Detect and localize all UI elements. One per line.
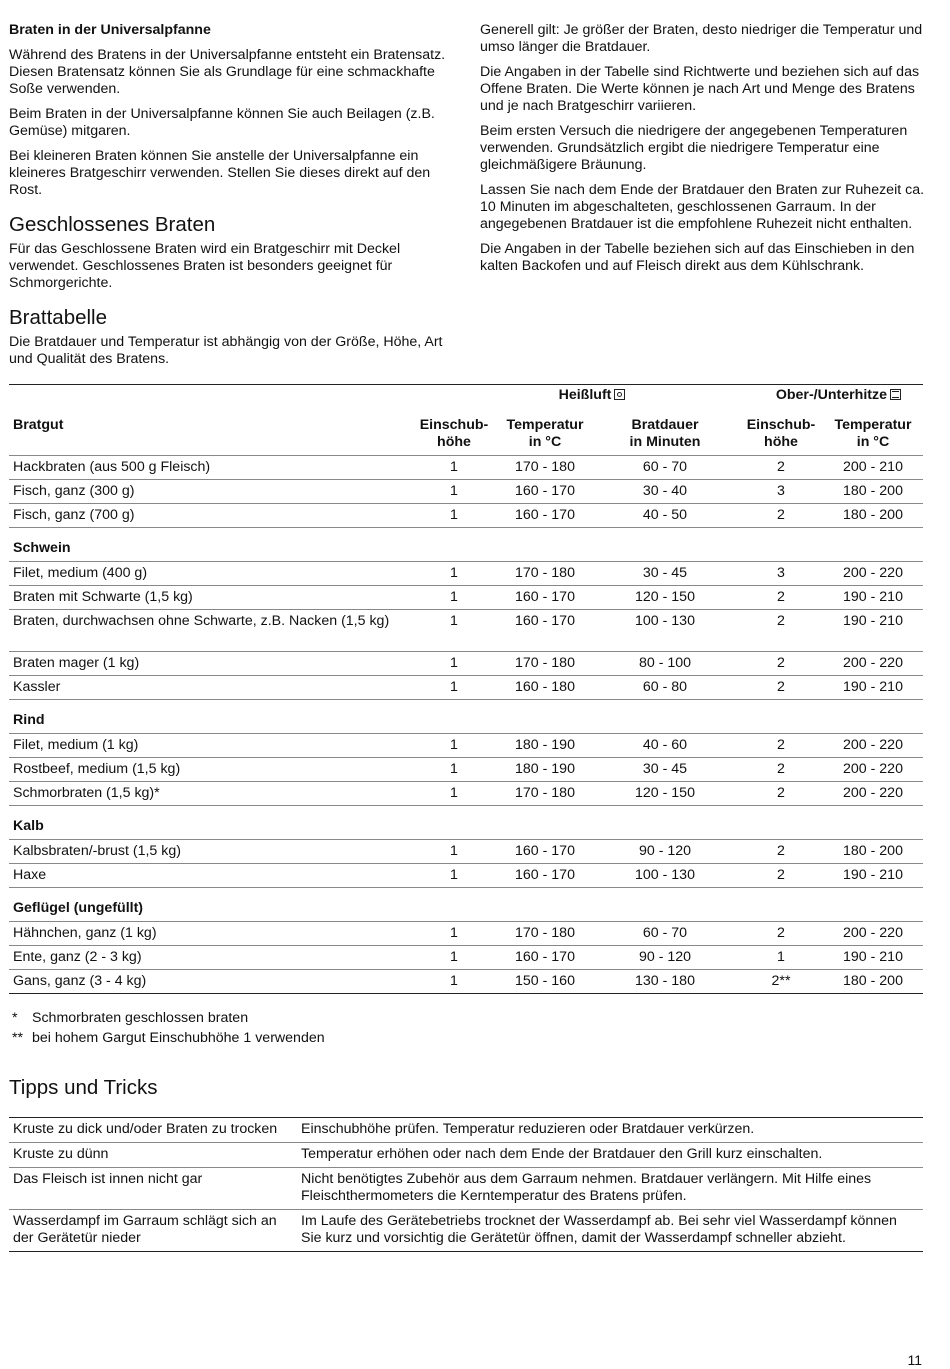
cell-temp-oberunter: 190 - 210 [823,610,923,652]
tips-row [9,1118,923,1143]
cell-bratgut: Schmorbraten (1,5 kg)* [9,782,409,806]
cell-bratdauer: 60 - 70 [591,456,739,480]
group-header-row [9,385,923,410]
cell-temp-oberunter: 180 - 200 [823,480,923,504]
table-row [9,782,923,806]
table-row [9,758,923,782]
cell-bratdauer: 100 - 130 [591,610,739,652]
paragraph: Beim ersten Versuch die niedrigere der angegebenen Temperaturen verwenden. Grundsätzlich ergibt die niedrigere Temperatur eine gleichmäßigere Bräunung. [480,123,908,173]
cell-einschub-heissluft: 1 [409,840,499,864]
table-row [9,840,923,864]
tips-row [9,1210,923,1252]
tip-problem: Wasserdampf im Garraum schlägt sich an der Gerätetür nieder [9,1210,297,1252]
heading-tipps: Tipps und Tricks [9,1076,158,1099]
cell-temp-oberunter: 200 - 220 [823,922,923,946]
cell-bratgut: Hackbraten (aus 500 g Fleisch) [9,456,409,480]
right-column [480,22,925,283]
cell-einschub-oberunter: 2 [739,610,823,652]
cell-einschub-heissluft: 1 [409,676,499,700]
cell-temp-heissluft: 160 - 170 [499,586,591,610]
cell-temp-heissluft: 160 - 170 [499,864,591,888]
table-row [9,922,923,946]
cell-bratgut: Braten mager (1 kg) [9,652,409,676]
paragraph: Beim Braten in der Universalpfanne können Sie auch Beilagen (z.B. Gemüse) mitgaren. [9,106,435,139]
cell-temp-heissluft: 170 - 180 [499,456,591,480]
cell-bratdauer: 40 - 50 [591,504,739,528]
cell-bratdauer: 90 - 120 [591,840,739,864]
header-temp-oberunter: Temperatur in °C [834,417,912,450]
tip-problem: Kruste zu dünn [9,1143,297,1168]
tip-solution: Im Laufe des Gerätebetriebs trocknet der Wasserdampf ab. Bei sehr viel Wasserdampf können Sie kurz und vorsichtig die Gerätetür öffnen, damit der Wasserdampf schneller abzieht. [297,1210,923,1252]
cell-bratdauer: 90 - 120 [591,946,739,970]
cell-einschub-heissluft: 1 [409,864,499,888]
heading-geschlossenes-braten: Geschlossenes Braten [9,213,216,236]
paragraph: Die Bratdauer und Temperatur ist abhängig von der Größe, Höhe, Art und Qualität des Bratens. [9,334,443,367]
tips-row [9,1168,923,1210]
table-row [9,586,923,610]
cell-bratdauer: 80 - 100 [591,652,739,676]
cell-einschub-oberunter: 2 [739,734,823,758]
cell-temp-heissluft: 160 - 180 [499,676,591,700]
cell-temp-oberunter: 180 - 200 [823,504,923,528]
cell-einschub-heissluft: 1 [409,480,499,504]
cell-einschub-oberunter: 2 [739,758,823,782]
cell-temp-oberunter: 200 - 220 [823,652,923,676]
section-label: Kalb [9,806,923,840]
tip-solution: Nicht benötigtes Zubehör aus dem Garraum nehmen. Bratdauer verlängern. Mit Hilfe eines Fleischthermometers die Kerntemperatur des Bratens prüfen. [297,1168,923,1210]
cell-einschub-heissluft: 1 [409,586,499,610]
cell-temp-oberunter: 190 - 210 [823,586,923,610]
cell-temp-heissluft: 170 - 180 [499,922,591,946]
header-einschub-heissluft: Einschub- höhe [419,417,489,450]
cell-temp-oberunter: 200 - 220 [823,562,923,586]
cell-bratdauer: 120 - 150 [591,586,739,610]
cell-bratdauer: 100 - 130 [591,864,739,888]
cell-einschub-oberunter: 1 [739,946,823,970]
cell-einschub-oberunter: 2 [739,840,823,864]
cell-bratgut: Fisch, ganz (300 g) [9,480,409,504]
table-row [9,970,923,994]
cell-bratdauer: 130 - 180 [591,970,739,994]
header-einschub-oberunter: Einschub- höhe [746,417,816,450]
cell-temp-heissluft: 180 - 190 [499,758,591,782]
cell-temp-heissluft: 160 - 170 [499,840,591,864]
footnote: * Schmorbraten geschlossen braten [12,1010,249,1026]
cell-temp-oberunter: 190 - 210 [823,946,923,970]
cell-bratgut: Kalbsbraten/-brust (1,5 kg) [9,840,409,864]
cell-einschub-oberunter: 2 [739,782,823,806]
heading-brattabelle: Brattabelle [9,306,108,329]
table-row [9,562,923,586]
cell-einschub-heissluft: 1 [409,946,499,970]
cell-temp-oberunter: 200 - 220 [823,734,923,758]
tip-problem: Kruste zu dick und/oder Braten zu trocken [9,1118,297,1143]
cell-bratdauer: 40 - 60 [591,734,739,758]
cell-bratgut: Hähnchen, ganz (1 kg) [9,922,409,946]
brat-table [9,384,923,994]
cell-einschub-oberunter: 2 [739,864,823,888]
cell-einschub-heissluft: 1 [409,970,499,994]
paragraph: Lassen Sie nach dem Ende der Bratdauer den Braten zur Ruhezeit ca. 10 Minuten im abgeschalteten, geschlossenen Garraum. In der angegebenen Bratdauer ist die empfohlene Ruhezeit nicht enthalten. [480,182,925,232]
table-row [9,946,923,970]
tips-row [9,1143,923,1168]
cell-einschub-heissluft: 1 [409,456,499,480]
section-row [9,700,923,734]
cell-temp-oberunter: 180 - 200 [823,970,923,994]
cell-bratgut: Filet, medium (400 g) [9,562,409,586]
cell-einschub-heissluft: 1 [409,652,499,676]
cell-einschub-oberunter: 3 [739,480,823,504]
cell-temp-oberunter: 180 - 200 [823,840,923,864]
table-row [9,652,923,676]
cell-temp-oberunter: 200 - 220 [823,758,923,782]
cell-temp-oberunter: 190 - 210 [823,864,923,888]
fan-icon [614,389,625,400]
cell-einschub-oberunter: 2 [739,586,823,610]
cell-einschub-oberunter: 2 [739,652,823,676]
table-row [9,504,923,528]
cell-bratgut: Braten mit Schwarte (1,5 kg) [9,586,409,610]
section-row [9,806,923,840]
cell-temp-heissluft: 170 - 180 [499,652,591,676]
cell-einschub-heissluft: 1 [409,922,499,946]
tips-table [9,1117,923,1252]
tip-solution: Einschubhöhe prüfen. Temperatur reduzieren oder Bratdauer verkürzen. [297,1118,923,1143]
cell-einschub-oberunter: 2 [739,504,823,528]
cell-einschub-oberunter: 3 [739,562,823,586]
section-row [9,528,923,562]
cell-temp-heissluft: 160 - 170 [499,480,591,504]
cell-einschub-heissluft: 1 [409,504,499,528]
cell-bratgut: Fisch, ganz (700 g) [9,504,409,528]
cell-bratgut: Ente, ganz (2 - 3 kg) [9,946,409,970]
cell-bratgut: Filet, medium (1 kg) [9,734,409,758]
cell-einschub-oberunter: 2 [739,676,823,700]
cell-bratdauer: 60 - 80 [591,676,739,700]
table-row [9,456,923,480]
cell-bratgut: Gans, ganz (3 - 4 kg) [9,970,409,994]
cell-bratgut: Braten, durchwachsen ohne Schwarte, z.B. Nacken (1,5 kg) [9,610,409,652]
cell-temp-oberunter: 200 - 210 [823,456,923,480]
page-number: 11 [907,1352,922,1368]
paragraph: Generell gilt: Je größer der Braten, desto niedriger die Temperatur und umso länger die Bratdauer. [480,22,923,55]
table-row [9,734,923,758]
cell-einschub-oberunter: 2 [739,922,823,946]
cell-bratdauer: 30 - 40 [591,480,739,504]
group-heissluft: Heißluft [409,385,739,410]
section-label: Schwein [9,528,923,562]
cell-bratgut: Rostbeef, medium (1,5 kg) [9,758,409,782]
cell-temp-heissluft: 160 - 170 [499,504,591,528]
table-row [9,676,923,700]
group-ober-unterhitze: Ober-/Unterhitze [739,385,923,410]
left-column [9,22,453,376]
cell-temp-oberunter: 190 - 210 [823,676,923,700]
paragraph: Die Angaben in der Tabelle beziehen sich auf das Einschieben in den kalten Backofen und auf Fleisch direkt aus dem Kühlschrank. [480,241,915,274]
cell-temp-heissluft: 170 - 180 [499,562,591,586]
table-row [9,480,923,504]
cell-temp-heissluft: 150 - 160 [499,970,591,994]
column-header-row [9,409,923,456]
table-row [9,610,923,652]
cell-einschub-heissluft: 1 [409,782,499,806]
table-row [9,864,923,888]
header-bratdauer: Bratdauer in Minuten [629,417,701,450]
cell-bratgut: Haxe [9,864,409,888]
cell-bratdauer: 60 - 70 [591,922,739,946]
paragraph: Für das Geschlossene Braten wird ein Bratgeschirr mit Deckel verwendet. Geschlossenes Braten ist besonders geeignet für Schmorgerichte. [9,241,401,291]
cell-bratdauer: 30 - 45 [591,758,739,782]
cell-einschub-heissluft: 1 [409,734,499,758]
cell-bratdauer: 30 - 45 [591,562,739,586]
cell-einschub-heissluft: 1 [409,562,499,586]
section-label: Rind [9,700,923,734]
top-bottom-heat-icon [890,389,901,400]
subheading-universalpfanne: Braten in der Universalpfanne [9,22,211,38]
cell-einschub-heissluft: 1 [409,758,499,782]
footnotes [12,1010,325,1050]
paragraph: Bei kleineren Braten können Sie anstelle der Universalpfanne ein kleineres Bratgeschirr verwenden. Stellen Sie dieses direkt auf den Rost. [9,148,431,198]
cell-einschub-oberunter: 2** [739,970,823,994]
tip-solution: Temperatur erhöhen oder nach dem Ende der Bratdauer den Grill kurz einschalten. [297,1143,923,1168]
cell-einschub-heissluft: 1 [409,610,499,652]
cell-temp-heissluft: 180 - 190 [499,734,591,758]
cell-temp-heissluft: 160 - 170 [499,946,591,970]
section-label: Geflügel (ungefüllt) [9,888,923,922]
tip-problem: Das Fleisch ist innen nicht gar [9,1168,297,1210]
footnote: ** bei hohem Gargut Einschubhöhe 1 verwenden [12,1030,325,1046]
cell-bratgut: Kassler [9,676,409,700]
section-row [9,888,923,922]
cell-temp-heissluft: 170 - 180 [499,782,591,806]
paragraph: Während des Bratens in der Universalpfanne entsteht ein Bratensatz. Diesen Bratensatz können Sie als Grundlage für eine schmackhafte Soße verwenden. [9,47,446,97]
cell-temp-oberunter: 200 - 220 [823,782,923,806]
paragraph: Die Angaben in der Tabelle sind Richtwerte und beziehen sich auf das Offene Braten. Die Werte können je nach Art und Menge des Bratens und je nach Bratgeschirr variieren. [480,64,920,114]
cell-bratdauer: 120 - 150 [591,782,739,806]
cell-einschub-oberunter: 2 [739,456,823,480]
header-temp-heissluft: Temperatur in °C [506,417,584,450]
cell-temp-heissluft: 160 - 170 [499,610,591,652]
header-bratgut: Bratgut [13,417,64,433]
